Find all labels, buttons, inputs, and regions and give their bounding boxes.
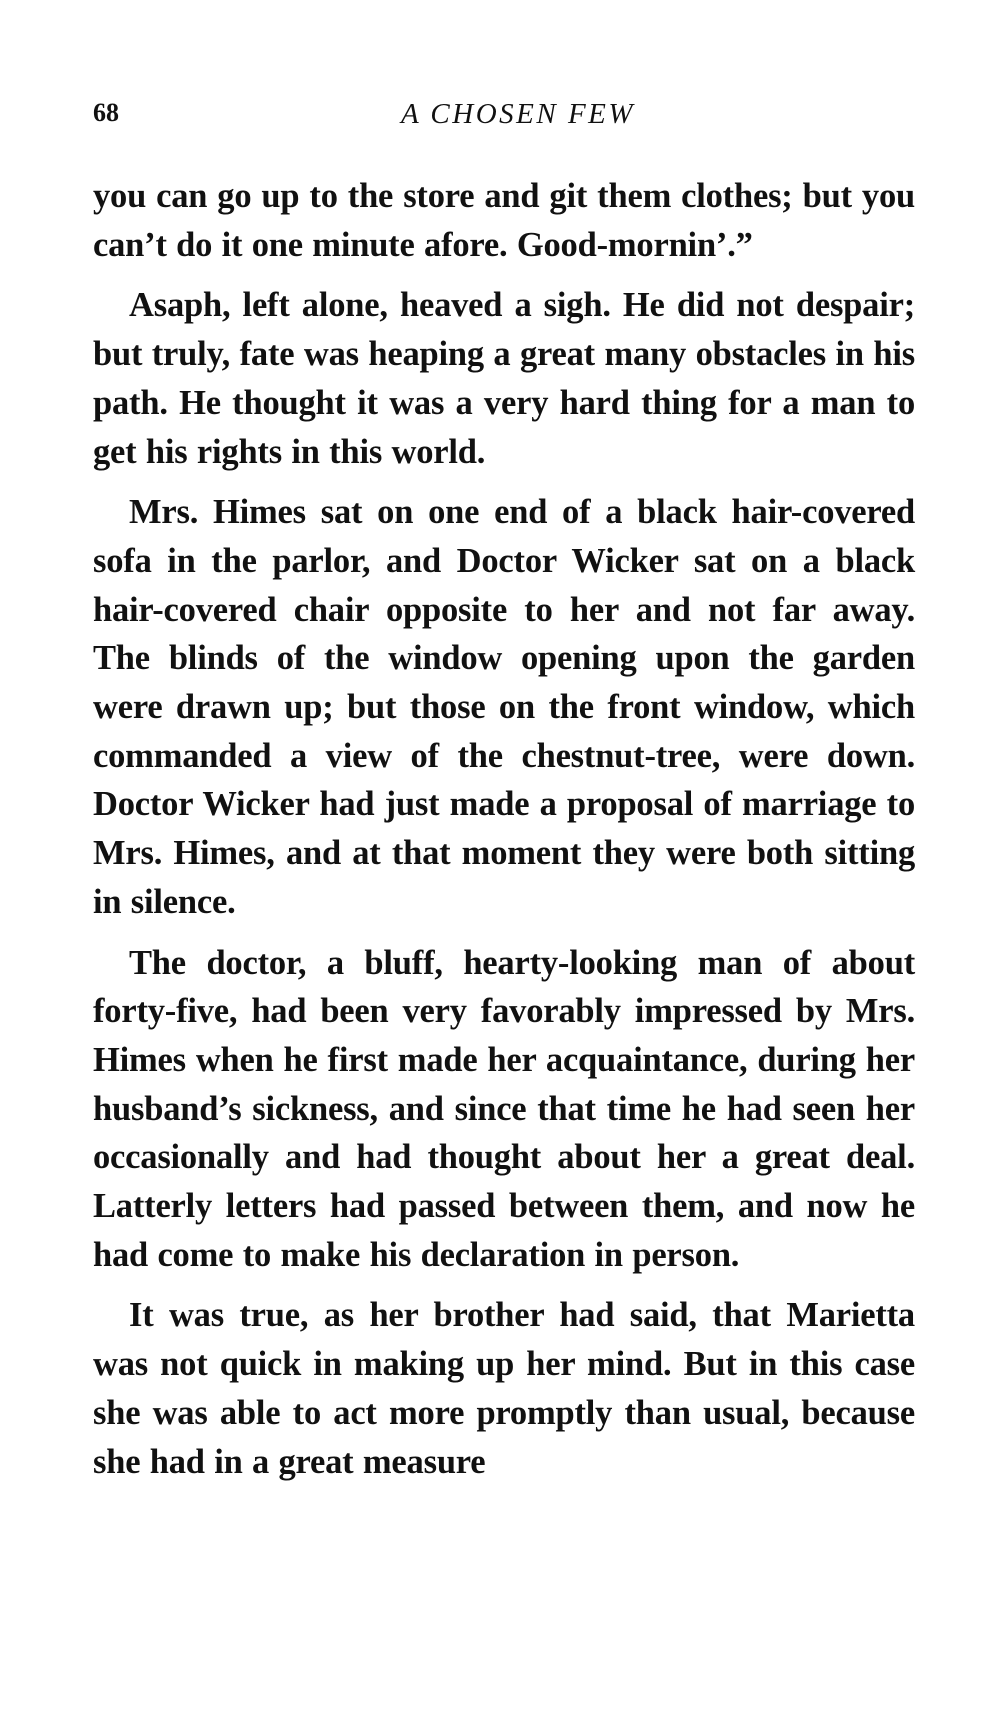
paragraph: The doctor, a bluff, hearty-looking man of about forty-five, had been very favorably impressed by Mrs. Himes when he first made her acquaintance, during her husband’s sickness, and since that time he had seen her occasionally and had thought about her a great deal. Latterly letters had passed between them, and now he had come to make his declaration in person. — [93, 943, 915, 1274]
paragraph: Asaph, left alone, heaved a sigh. He did not despair; but truly, fate was heaping a great many obstacles in his path. He thought it was a very hard thing for a man to get his rights in this world. — [93, 286, 915, 471]
page-number: 68 — [93, 98, 119, 127]
paragraph: It was true, as her brother had said, that Marietta was not quick in making up her mind. But in this case she was able to act more promptly than usual, because she had in a great measure — [93, 1296, 915, 1481]
paragraph-continuation: you can go up to the store and git them clothes; but you can’t do it one minute afore. Good-mornin’.” — [93, 177, 915, 264]
book-title: A CHOSEN FEW — [400, 98, 636, 130]
body-text — [93, 172, 915, 1498]
running-head — [93, 98, 913, 138]
paragraph: Mrs. Himes sat on one end of a black hair-covered sofa in the parlor, and Doctor Wicker sat on a black hair-covered chair opposite to her and not far away. The blinds of the window opening upon the garden were drawn up; but those on the front window, which commanded a view of the chestnut-tree, were down. Doctor Wicker had just made a proposal of marriage to Mrs. Himes, and at that moment they were both sitting in silence. — [93, 493, 915, 921]
